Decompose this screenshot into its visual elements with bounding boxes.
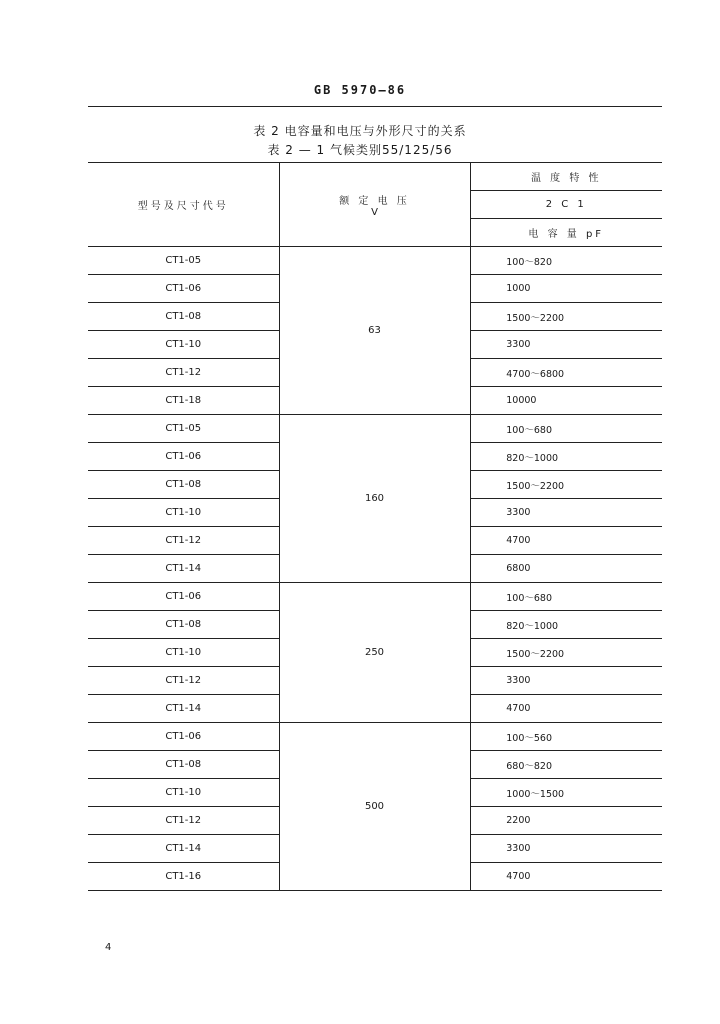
- capacitance-value: 2200: [506, 815, 531, 826]
- header-model: 型号及尺寸代号: [88, 163, 279, 247]
- header-capacitance: 电 容 量 pF: [470, 219, 662, 247]
- capacitance-cell: [470, 247, 662, 275]
- capacitance-value: 100～560: [506, 732, 553, 744]
- capacitance-value: 820～1000: [506, 620, 559, 632]
- model-cell: CT1-12: [88, 359, 279, 387]
- model-cell: CT1-05: [88, 415, 279, 443]
- model-cell: CT1-10: [88, 331, 279, 359]
- model-cell: CT1-14: [88, 695, 279, 723]
- voltage-cell: 160: [279, 415, 470, 583]
- capacitance-cell: [470, 779, 662, 807]
- capacitance-cell: [470, 499, 662, 527]
- capacitance-value: 10000: [506, 395, 537, 406]
- header-temp-char: 温 度 特 性: [470, 163, 662, 191]
- capacitance-value: 3300: [506, 507, 531, 518]
- capacitance-value: 100～680: [506, 424, 553, 436]
- voltage-cell: 250: [279, 583, 470, 723]
- header-voltage-unit: V: [371, 206, 378, 218]
- model-cell: CT1-08: [88, 751, 279, 779]
- model-cell: CT1-06: [88, 275, 279, 303]
- model-cell: CT1-10: [88, 499, 279, 527]
- capacitance-value: 4700: [506, 535, 531, 546]
- capacitance-cell: [470, 611, 662, 639]
- header-voltage-label: 额 定 电 压: [339, 195, 410, 207]
- capacitance-cell: [470, 303, 662, 331]
- table-subtitle: 表 2 — 1 气候类别55/125/56: [267, 143, 453, 157]
- capacitance-value: 3300: [506, 675, 531, 686]
- table-row: [88, 583, 662, 611]
- model-cell: CT1-08: [88, 303, 279, 331]
- capacitance-value: 3300: [506, 843, 531, 854]
- capacitance-value: 100～820: [506, 256, 553, 268]
- capacitance-cell: [470, 667, 662, 695]
- capacitance-cell: [470, 275, 662, 303]
- capacitance-value: 3300: [506, 339, 531, 350]
- header-rule: [88, 106, 662, 107]
- header-voltage: [279, 163, 470, 247]
- capacitance-value: 680～820: [506, 760, 553, 772]
- capacitance-cell: [470, 751, 662, 779]
- capacitance-value: 1500～2200: [506, 480, 565, 492]
- capacitance-cell: [470, 359, 662, 387]
- table-title: 表 2 电容量和电压与外形尺寸的关系: [253, 124, 467, 138]
- capacitance-cell: [470, 835, 662, 863]
- capacitance-value: 4700: [506, 871, 531, 882]
- capacitance-cell: [470, 331, 662, 359]
- table-row: [88, 415, 662, 443]
- capacitance-value: 820～1000: [506, 452, 559, 464]
- capacitance-value: 1000: [506, 283, 531, 294]
- model-cell: CT1-12: [88, 527, 279, 555]
- capacitance-voltage-table: [88, 162, 662, 891]
- model-cell: CT1-06: [88, 443, 279, 471]
- model-cell: CT1-18: [88, 387, 279, 415]
- model-cell: CT1-12: [88, 667, 279, 695]
- model-cell: CT1-08: [88, 471, 279, 499]
- capacitance-value: 1500～2200: [506, 648, 565, 660]
- capacitance-cell: [470, 443, 662, 471]
- model-cell: CT1-16: [88, 863, 279, 891]
- table-row: [88, 723, 662, 751]
- page-number: 4: [105, 942, 112, 953]
- capacitance-value: 4700～6800: [506, 368, 565, 380]
- header-row: [88, 163, 662, 191]
- capacitance-value: 1500～2200: [506, 312, 565, 324]
- model-cell: CT1-08: [88, 611, 279, 639]
- capacitance-cell: [470, 863, 662, 891]
- voltage-cell: 63: [279, 247, 470, 415]
- table-row: [88, 247, 662, 275]
- capacitance-cell: [470, 695, 662, 723]
- capacitance-cell: [470, 387, 662, 415]
- model-cell: CT1-06: [88, 723, 279, 751]
- model-cell: CT1-14: [88, 835, 279, 863]
- model-cell: CT1-10: [88, 639, 279, 667]
- model-cell: CT1-06: [88, 583, 279, 611]
- header-temp-class: 2 C 1: [470, 191, 662, 219]
- model-cell: CT1-05: [88, 247, 279, 275]
- model-cell: CT1-12: [88, 807, 279, 835]
- model-cell: CT1-14: [88, 555, 279, 583]
- standard-code: GB 5970—86: [313, 83, 407, 97]
- capacitance-cell: [470, 415, 662, 443]
- capacitance-cell: [470, 723, 662, 751]
- capacitance-cell: [470, 807, 662, 835]
- capacitance-value: 100～680: [506, 592, 553, 604]
- capacitance-cell: [470, 471, 662, 499]
- capacitance-value: 4700: [506, 703, 531, 714]
- capacitance-value: 1000～1500: [506, 788, 565, 800]
- capacitance-cell: [470, 639, 662, 667]
- capacitance-cell: [470, 583, 662, 611]
- capacitance-value: 6800: [506, 563, 531, 574]
- model-cell: CT1-10: [88, 779, 279, 807]
- capacitance-cell: [470, 555, 662, 583]
- voltage-cell: 500: [279, 723, 470, 891]
- capacitance-cell: [470, 527, 662, 555]
